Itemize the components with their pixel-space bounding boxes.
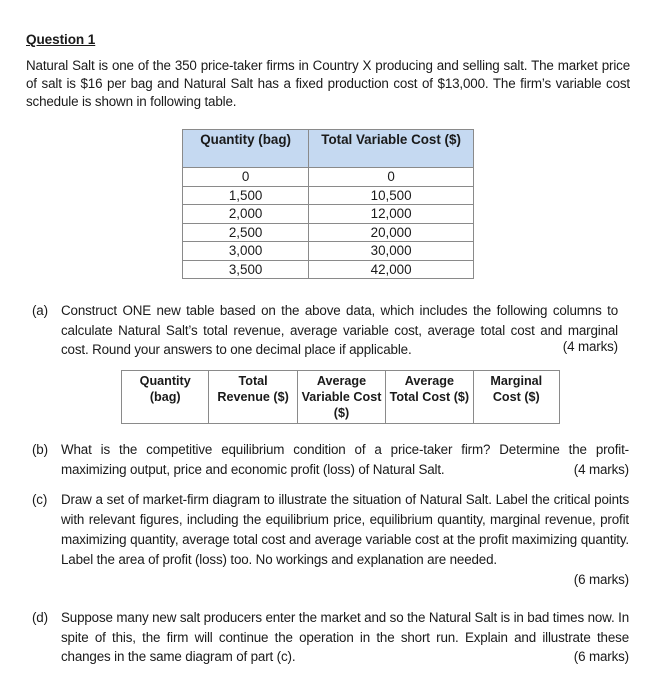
part-a-label: (a) — [32, 303, 48, 318]
part-b-marks: (4 marks) — [573, 462, 629, 477]
part-d-text: Suppose many new salt producers enter the market and so the Natural Salt is in bad times now. In spite of this, the firm will continue the operation in the short run. Explain and illustrate these changes in the same diagram of part (c). — [61, 610, 629, 664]
part-c-label: (c) — [32, 492, 48, 507]
header-quantity: Quantity (bag) — [183, 130, 309, 168]
part-d-marks: (6 marks) — [573, 649, 629, 664]
table-row — [183, 223, 474, 242]
header-average-variable-cost: Average Variable Cost ($) — [297, 371, 385, 424]
table-row — [183, 260, 474, 279]
part-b-text: What is the competitive equilibrium condition of a price-taker firm? Determine the profit-maximizing output, price and economic profit (loss) of Natural Salt. — [61, 442, 629, 477]
table-row — [183, 205, 474, 224]
cell-quantity: 0 — [183, 168, 309, 187]
cell-quantity: 3,000 — [183, 242, 309, 261]
cell-tvc: 42,000 — [309, 260, 474, 279]
cell-tvc: 20,000 — [309, 223, 474, 242]
header-total-variable-cost: Total Variable Cost ($) — [309, 130, 474, 168]
header-total-revenue: Total Revenue ($) — [209, 371, 297, 424]
answer-table-template — [121, 370, 560, 424]
part-b — [32, 440, 629, 480]
part-d-label: (d) — [32, 610, 48, 625]
header-marginal-cost: Marginal Cost ($) — [473, 371, 559, 424]
part-c — [32, 490, 629, 588]
table-row — [183, 168, 474, 187]
part-c-marks: (6 marks) — [573, 572, 629, 587]
question-title: Question 1 — [26, 32, 96, 47]
cell-tvc: 30,000 — [309, 242, 474, 261]
cell-tvc: 0 — [309, 168, 474, 187]
table-header-row — [122, 371, 560, 424]
part-b-label: (b) — [32, 442, 48, 457]
cell-quantity: 1,500 — [183, 186, 309, 205]
part-d — [32, 608, 629, 668]
part-a-marks: (4 marks) — [562, 339, 618, 354]
part-c-text: Draw a set of market-firm diagram to illustrate the situation of Natural Salt. Label the critical points with relevant figures, including the equilibrium price, equilibrium quantity, marginal revenue, profit maximizing quantity, average total cost and average variable cost at the profit maximizing quantity. Label the area of profit (loss) too. No workings and explanation are needed. — [61, 492, 629, 567]
table-row — [183, 186, 474, 205]
header-quantity: Quantity (bag) — [122, 371, 209, 424]
cell-tvc: 12,000 — [309, 205, 474, 224]
table-row — [183, 242, 474, 261]
part-a-text: Construct ONE new table based on the above data, which includes the following columns to calculate Natural Salt’s total revenue, average variable cost, average total cost and marginal cost. Round your answers to one decimal place if applicable. — [61, 303, 618, 357]
header-average-total-cost: Average Total Cost ($) — [386, 371, 473, 424]
cell-tvc: 10,500 — [309, 186, 474, 205]
table-header-row — [183, 130, 474, 168]
question-intro: Natural Salt is one of the 350 price-taker firms in Country X producing and selling salt. The market price of salt is $16 per bag and Natural Salt has a fixed production cost of $13,000. The firm’s variable cost schedule is shown in following table. — [26, 58, 630, 109]
cell-quantity: 2,000 — [183, 205, 309, 224]
variable-cost-table — [182, 129, 474, 279]
cell-quantity: 2,500 — [183, 223, 309, 242]
cell-quantity: 3,500 — [183, 260, 309, 279]
part-a — [32, 301, 618, 357]
